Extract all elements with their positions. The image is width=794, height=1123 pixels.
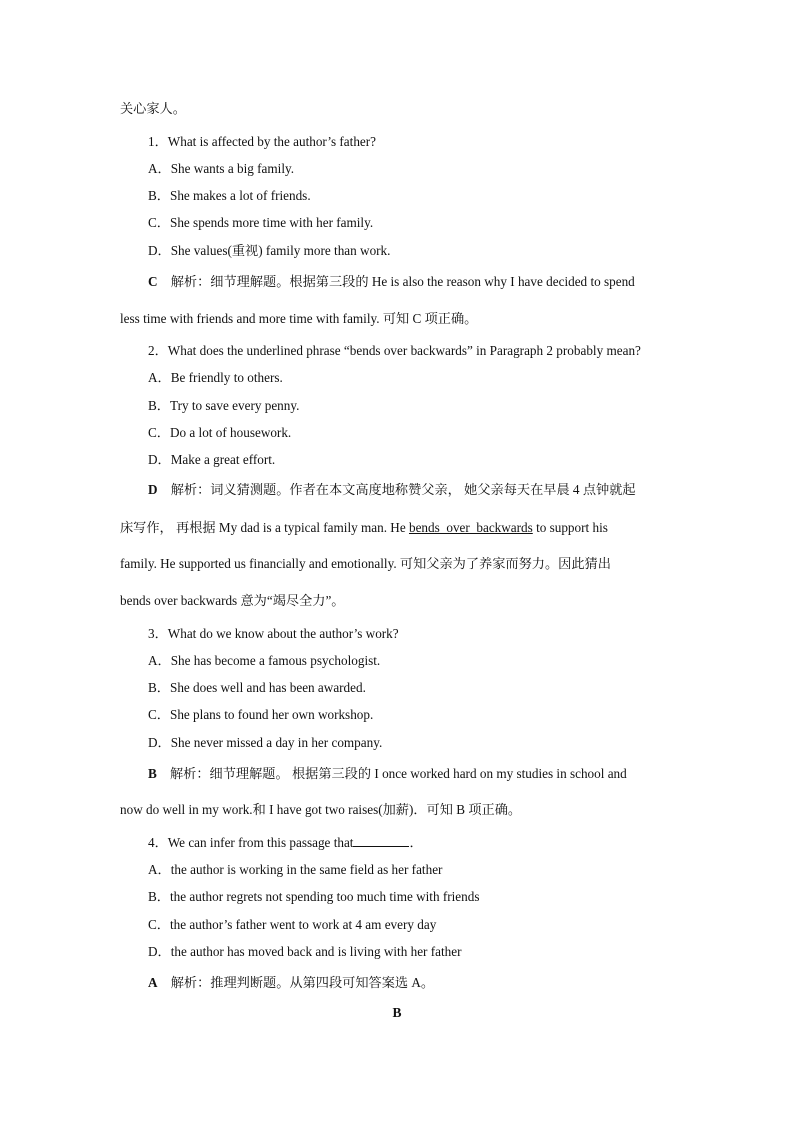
q1-analysis-line2: less time with friends and more time with family. 可知 C 项正确。 [120,311,478,326]
q4-option-d: D．the author has moved back and is living with her father [148,944,462,959]
q1-option-a: A．She wants a big family. [148,161,295,176]
q4-stem [148,834,423,852]
q2-option-a: A．Be friendly to others. [148,370,283,385]
q1-option-c: C．She spends more time with her family. [148,215,374,230]
q4-option-b: B．the author regrets not spending too much time with friends [148,889,480,904]
q2-option-b: B．Try to save every penny. [148,398,300,413]
q2-analysis [148,481,636,499]
q4-stem-text: 4．We can infer from this passage that [148,835,354,850]
q1-option-d: D．She values(重视) family more than work. [148,243,391,258]
q2-answer: D [148,482,158,497]
q4-option-a: A．the author is working in the same field as her father [148,862,443,877]
q2-option-c: C．Do a lot of housework. [148,425,292,440]
q2-analysis-line2 [120,519,608,537]
q3-option-b: B．She does well and has been awarded. [148,680,366,695]
q4-stem-end: ． [409,835,423,850]
q3-option-c: C．She plans to found her own workshop. [148,707,374,722]
q3-option-a: A．She has become a famous psychologist. [148,653,381,668]
q2-option-d: D．Make a great effort. [148,452,276,467]
q4-answer: A [148,975,158,990]
section-heading-b: B [392,1005,402,1020]
q3-stem: 3．What do we know about the author’s work? [148,626,399,641]
answer-blank [353,834,409,847]
q4-option-c: C．the author’s father went to work at 4 am every day [148,917,437,932]
q1-analysis-line1: 解析：细节理解题。根据第三段的 He is also the reason why I have decided to spend [170,274,635,289]
q3-answer: B [148,766,157,781]
q2-analysis-line3: family. He supported us financially and emotionally. 可知父亲为了养家而努力。因此猜出 [120,556,611,571]
q2-analysis-line2-post: to support his [532,520,608,535]
q4-analysis-line1: 解析：推理判断题。从第四段可知答案选 A。 [170,975,435,990]
q2-analysis-line2-pre: 床写作， 再根据 My dad is a typical family man. He [120,520,409,535]
q1-answer: C [148,274,158,289]
q1-option-b: B．She makes a lot of friends. [148,188,311,203]
q1-stem: 1．What is affected by the author’s father? [148,134,377,149]
q3-analysis-line2: now do well in my work.和 I have got two raises(加薪)．可知 B 项正确。 [120,802,522,817]
q1-analysis [148,273,635,291]
q3-analysis-line1: 解析：细节理解题。 根据第三段的 I once worked hard on my studies in school and [169,766,627,781]
q2-underlined-phrase: bends over backwards [408,520,533,535]
q2-analysis-line4: bends over backwards 意为“竭尽全力”。 [120,593,345,608]
intro-tail: 关心家人。 [120,101,186,116]
q4-analysis [148,974,434,992]
q3-analysis [148,765,627,783]
q3-option-d: D．She never missed a day in her company. [148,735,383,750]
q2-stem: 2．What does the underlined phrase “bends over backwards” in Paragraph 2 probably mean? [148,343,641,358]
q2-analysis-line1: 解析：词义猜测题。作者在本文高度地称赞父亲， 她父亲每天在早晨 4 点钟就起 [170,482,636,497]
